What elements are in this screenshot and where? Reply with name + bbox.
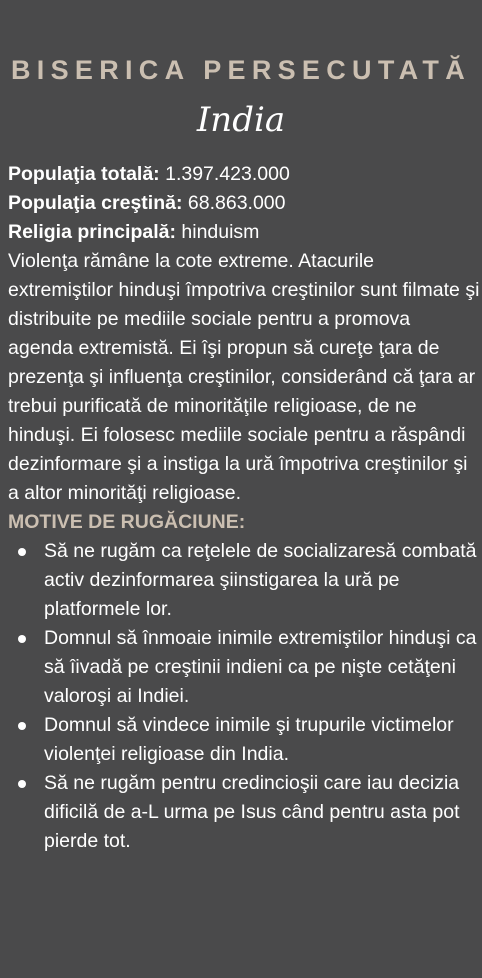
prayer-item-text: Domnul să vindece inimile şi trupurile victimelor violenţei religioase din India. (44, 714, 454, 765)
prayer-item (8, 537, 480, 624)
bullet-icon (18, 548, 26, 556)
prayer-item (8, 769, 480, 856)
stat-total-population (8, 160, 480, 189)
bullet-icon (18, 722, 26, 730)
prayer-item (8, 711, 480, 769)
prayer-item-text: Să ne rugăm pentru credincioşii care iau decizia dificilă de a-L urma pe Isus când pentru asta pot pierde tot. (44, 772, 460, 852)
description-paragraph: Violenţa rămâne la cote extreme. Atacurile extremiştilor hinduşi împotriva creştinilor sunt filmate şi distribuite pe mediile sociale pentru a promova agenda extremistă. Ei îşi propun să cureţe ţara de prezenţa şi influenţa creştinilor, considerând că ţara ar trebui purificată de minorităţile religioase, de ne hinduşi. Ei folosesc mediile sociale pentru a răspândi dezinformare şi a instiga la ură împotriva creştinilor şi a altor minorităţi religioase. (8, 250, 480, 504)
page-title: BISERICA PERSECUTATĂ (10, 55, 472, 85)
bullet-icon (18, 780, 26, 788)
content (8, 160, 480, 856)
stat-main-religion (8, 218, 480, 247)
bullet-icon (18, 635, 26, 643)
stat-label: Populaţia creştină: (8, 192, 183, 214)
stat-value: 68.863.000 (187, 192, 286, 214)
stat-label: Religia principală: (8, 221, 176, 243)
stat-label: Populaţia totală: (8, 163, 160, 185)
prayer-list (8, 537, 480, 856)
stat-value: hinduism (181, 221, 260, 243)
stat-christian-population (8, 189, 480, 218)
prayer-item-text: Domnul să înmoaie inimile extremiştilor hinduşi ca să îivadă pe creştinii indieni ca pe nişte cetăţeni valoroşi ai Indiei. (44, 627, 477, 707)
prayer-heading: MOTIVE DE RUGĂCIUNE: (8, 511, 246, 533)
country-name: India (196, 100, 286, 140)
prayer-item-text: Să ne rugăm ca reţelele de socializaresă combată activ dezinformarea şiinstigarea la ură pe platformele lor. (44, 540, 477, 620)
stat-value: 1.397.423.000 (165, 163, 290, 185)
prayer-item (8, 624, 480, 711)
